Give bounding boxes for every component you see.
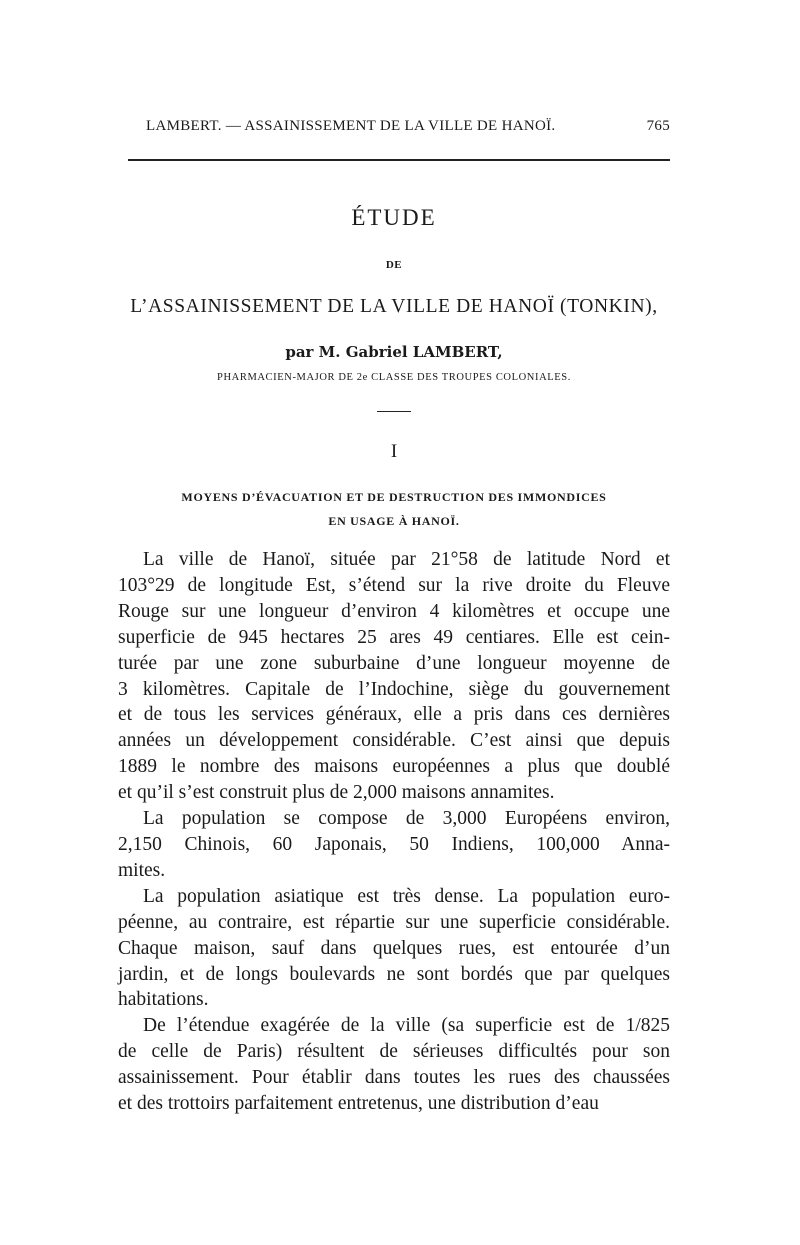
running-header	[146, 118, 670, 135]
paragraph-line: habitations.	[118, 989, 209, 1011]
paragraph	[118, 547, 670, 806]
author-affiliation: PHARMACIEN-MAJOR DE 2e CLASSE DES TROUPES COLONIALES.	[217, 372, 571, 383]
paragraph	[118, 806, 670, 884]
paragraph-line: et de tous les services généraux, elle a pris dans ces dernières	[118, 704, 670, 726]
running-title: LAMBERT. — ASSAINISSEMENT DE LA VILLE DE HANOÏ.	[146, 118, 556, 134]
section-heading-line-2: EN USAGE À HANOÏ.	[328, 514, 460, 528]
title-subtitle: L’ASSAINISSEMENT DE LA VILLE DE HANOÏ (TONKIN),	[130, 296, 658, 317]
paragraph-line: années un développement considérable. C’est ainsi que depuis	[118, 730, 670, 752]
paragraph-line: assainissement. Pour établir dans toutes les rues des chaussées	[118, 1067, 670, 1089]
section-heading	[118, 485, 670, 533]
paragraph-line: et qu’il s’est construit plus de 2,000 maisons annamites.	[118, 782, 555, 804]
paragraph-line: turée par une zone suburbaine d’une longueur moyenne de	[118, 652, 670, 674]
header-rule	[128, 159, 670, 161]
paragraph-line: Chaque maison, sauf dans quelques rues, est entourée d’un	[118, 937, 670, 959]
paragraph-line: 3 kilomètres. Capitale de l’Indochine, siège du gouvernement	[118, 678, 670, 700]
section-number: I	[390, 441, 398, 462]
paragraph-line: et des trottoirs parfaitement entretenus, une distribution d’eau	[118, 1093, 599, 1115]
paragraph-line: de celle de Paris) résultent de sérieuses difficultés pour son	[118, 1041, 670, 1063]
title-de: DE	[385, 259, 403, 271]
paragraph-line: superficie de 945 hectares 25 ares 49 centiares. Elle est cein-	[118, 626, 670, 648]
paragraph-line: Rouge sur une longueur d’environ 4 kilomètres et occupe une	[118, 600, 670, 622]
author-line: par M. Gabriel LAMBERT,	[285, 343, 503, 361]
paragraph-line: 2,150 Chinois, 60 Japonais, 50 Indiens, 100,000 Anna-	[118, 833, 670, 855]
paragraph-line: péenne, au contraire, est répartie sur une superficie considérable.	[118, 911, 670, 933]
paragraph-line: 1889 le nombre des maisons européennes a plus que doublé	[118, 756, 670, 778]
paragraph	[118, 884, 670, 1014]
paragraph-line: jardin, et de longs boulevards ne sont bordés que par quelques	[118, 963, 670, 985]
paragraph-line: De l’étendue exagérée de la ville (sa superficie est de 1/825	[143, 1015, 670, 1037]
paragraph	[118, 1013, 670, 1117]
paragraph-line: mites.	[118, 859, 166, 881]
title-main: ÉTUDE	[351, 205, 437, 230]
body-text	[118, 547, 670, 1117]
section-divider	[377, 411, 411, 412]
paragraph-line: 103°29 de longitude Est, s’étend sur la rive droite du Fleuve	[118, 574, 670, 596]
paragraph-line: La ville de Hanoï, située par 21°58 de latitude Nord et	[143, 549, 670, 570]
section-heading-line-1: MOYENS D’ÉVACUATION ET DE DESTRUCTION DES IMMONDICES	[181, 490, 607, 504]
paragraph-line: La population se compose de 3,000 Européens environ,	[143, 808, 670, 830]
paragraph-line: La population asiatique est très dense. La population euro-	[143, 885, 670, 907]
page-number: 765	[646, 118, 670, 134]
